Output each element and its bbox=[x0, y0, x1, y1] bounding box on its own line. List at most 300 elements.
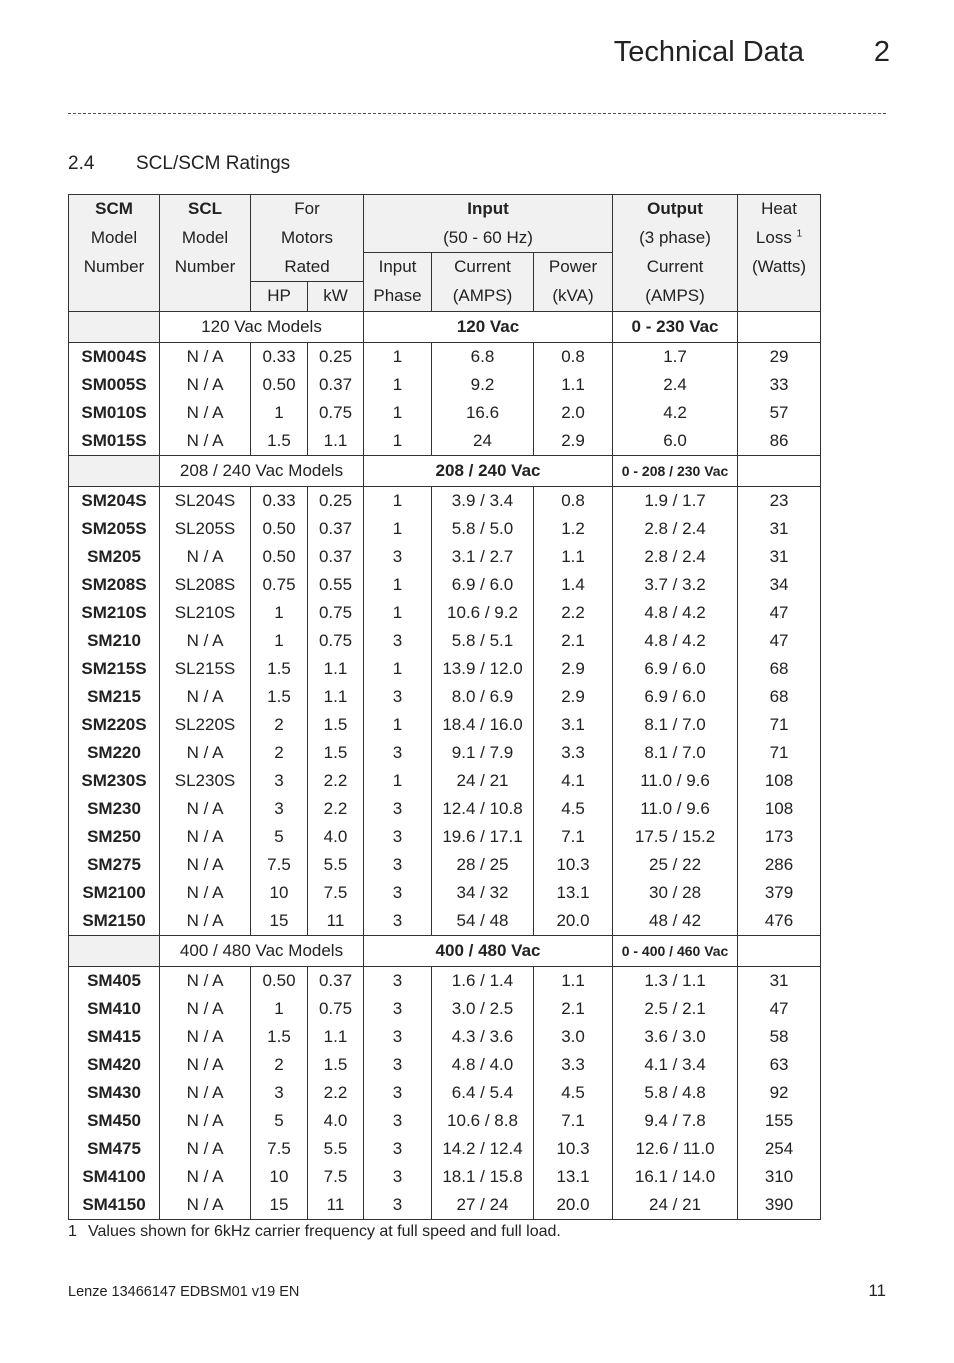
cell-heat-loss: 286 bbox=[738, 851, 821, 879]
cell-heat-loss: 29 bbox=[738, 342, 821, 371]
cell-hp: 10 bbox=[251, 1163, 308, 1191]
cell-heat-loss: 47 bbox=[738, 627, 821, 655]
cell-input-phase: 3 bbox=[364, 739, 432, 767]
group-label: 400 / 480 Vac Models bbox=[160, 935, 364, 966]
cell-scl-model: SL210S bbox=[160, 599, 251, 627]
cell-kw: 11 bbox=[308, 907, 364, 936]
table-row bbox=[69, 371, 821, 399]
cell-scm-model: SM208S bbox=[69, 571, 160, 599]
table-row bbox=[69, 995, 821, 1023]
footer-doc-id: Lenze 13466147 EDBSM01 v19 EN bbox=[68, 1284, 300, 1300]
cell-heat-loss: 68 bbox=[738, 655, 821, 683]
cell-kw: 7.5 bbox=[308, 879, 364, 907]
header-output-phase: (3 phase) bbox=[613, 224, 738, 253]
cell-input-phase: 3 bbox=[364, 795, 432, 823]
cell-scm-model: SM205S bbox=[69, 515, 160, 543]
cell-scl-model: N / A bbox=[160, 823, 251, 851]
cell-input-current: 24 / 21 bbox=[432, 767, 534, 795]
cell-hp: 10 bbox=[251, 879, 308, 907]
cell-heat-loss: 155 bbox=[738, 1107, 821, 1135]
cell-scl-model: N / A bbox=[160, 795, 251, 823]
cell-heat-loss: 58 bbox=[738, 1023, 821, 1051]
cell-scl-model: SL205S bbox=[160, 515, 251, 543]
cell-heat-loss: 63 bbox=[738, 1051, 821, 1079]
cell-hp: 2 bbox=[251, 711, 308, 739]
table-row bbox=[69, 795, 821, 823]
cell-input-phase: 3 bbox=[364, 627, 432, 655]
table-row bbox=[69, 399, 821, 427]
table-row bbox=[69, 543, 821, 571]
cell-heat-loss: 33 bbox=[738, 371, 821, 399]
header-heat-1: Heat bbox=[738, 195, 821, 224]
cell-heat-loss: 476 bbox=[738, 907, 821, 936]
cell-hp: 3 bbox=[251, 795, 308, 823]
cell-heat-loss: 379 bbox=[738, 879, 821, 907]
group-blank-cell bbox=[69, 455, 160, 486]
table-row bbox=[69, 1107, 821, 1135]
header-output-current-1: Current bbox=[613, 253, 738, 282]
cell-output-current: 2.5 / 2.1 bbox=[613, 995, 738, 1023]
cell-scl-model: N / A bbox=[160, 1051, 251, 1079]
cell-input-power: 0.8 bbox=[534, 342, 613, 371]
cell-scm-model: SM004S bbox=[69, 342, 160, 371]
group-header-row bbox=[69, 455, 821, 486]
ratings-table bbox=[68, 194, 821, 1220]
cell-scm-model: SM2150 bbox=[69, 907, 160, 936]
cell-heat-loss: 310 bbox=[738, 1163, 821, 1191]
cell-heat-loss: 31 bbox=[738, 543, 821, 571]
cell-kw: 1.1 bbox=[308, 683, 364, 711]
cell-scl-model: N / A bbox=[160, 966, 251, 995]
cell-input-power: 2.9 bbox=[534, 655, 613, 683]
cell-input-phase: 1 bbox=[364, 342, 432, 371]
header-input-phase-1: Input bbox=[364, 253, 432, 282]
cell-scm-model: SM230S bbox=[69, 767, 160, 795]
cell-input-power: 2.1 bbox=[534, 627, 613, 655]
table-row bbox=[69, 966, 821, 995]
group-output-label: 0 - 208 / 230 Vac bbox=[613, 455, 738, 486]
cell-input-phase: 3 bbox=[364, 1051, 432, 1079]
table-row bbox=[69, 599, 821, 627]
cell-hp: 0.50 bbox=[251, 966, 308, 995]
cell-output-current: 25 / 22 bbox=[613, 851, 738, 879]
cell-kw: 2.2 bbox=[308, 795, 364, 823]
cell-input-current: 6.9 / 6.0 bbox=[432, 571, 534, 599]
cell-scm-model: SM405 bbox=[69, 966, 160, 995]
cell-input-phase: 3 bbox=[364, 851, 432, 879]
section-title: SCL/SCM Ratings bbox=[136, 153, 291, 174]
header-divider bbox=[68, 113, 886, 114]
cell-scm-model: SM204S bbox=[69, 486, 160, 515]
cell-scm-model: SM420 bbox=[69, 1051, 160, 1079]
cell-scl-model: N / A bbox=[160, 995, 251, 1023]
cell-scl-model: N / A bbox=[160, 427, 251, 456]
cell-input-power: 13.1 bbox=[534, 879, 613, 907]
cell-heat-loss: 57 bbox=[738, 399, 821, 427]
cell-output-current: 17.5 / 15.2 bbox=[613, 823, 738, 851]
table-row bbox=[69, 1079, 821, 1107]
cell-input-power: 20.0 bbox=[534, 1191, 613, 1220]
cell-input-current: 18.1 / 15.8 bbox=[432, 1163, 534, 1191]
cell-kw: 7.5 bbox=[308, 1163, 364, 1191]
cell-input-power: 3.0 bbox=[534, 1023, 613, 1051]
table-row bbox=[69, 907, 821, 936]
cell-scl-model: N / A bbox=[160, 907, 251, 936]
cell-kw: 5.5 bbox=[308, 1135, 364, 1163]
group-input-label: 400 / 480 Vac bbox=[364, 935, 613, 966]
cell-input-phase: 1 bbox=[364, 399, 432, 427]
cell-input-current: 5.8 / 5.0 bbox=[432, 515, 534, 543]
table-row bbox=[69, 1191, 821, 1220]
table-row bbox=[69, 486, 821, 515]
cell-scl-model: SL204S bbox=[160, 486, 251, 515]
cell-output-current: 3.7 / 3.2 bbox=[613, 571, 738, 599]
header-scl-3: Number bbox=[160, 253, 251, 282]
table-row bbox=[69, 655, 821, 683]
cell-scm-model: SM410 bbox=[69, 995, 160, 1023]
cell-heat-loss: 23 bbox=[738, 486, 821, 515]
cell-input-power: 2.2 bbox=[534, 599, 613, 627]
cell-hp: 3 bbox=[251, 1079, 308, 1107]
cell-input-current: 3.9 / 3.4 bbox=[432, 486, 534, 515]
cell-scl-model: N / A bbox=[160, 399, 251, 427]
cell-input-phase: 1 bbox=[364, 486, 432, 515]
table-row bbox=[69, 571, 821, 599]
cell-input-phase: 1 bbox=[364, 515, 432, 543]
cell-input-phase: 3 bbox=[364, 1135, 432, 1163]
cell-input-power: 2.9 bbox=[534, 427, 613, 456]
cell-scm-model: SM220 bbox=[69, 739, 160, 767]
table-row bbox=[69, 627, 821, 655]
cell-scl-model: N / A bbox=[160, 1163, 251, 1191]
header-input-current-1: Current bbox=[432, 253, 534, 282]
cell-input-phase: 1 bbox=[364, 427, 432, 456]
cell-input-current: 4.8 / 4.0 bbox=[432, 1051, 534, 1079]
table-row bbox=[69, 823, 821, 851]
cell-hp: 0.50 bbox=[251, 543, 308, 571]
cell-scm-model: SM015S bbox=[69, 427, 160, 456]
cell-scl-model: N / A bbox=[160, 1107, 251, 1135]
cell-heat-loss: 108 bbox=[738, 795, 821, 823]
cell-scm-model: SM430 bbox=[69, 1079, 160, 1107]
cell-output-current: 11.0 / 9.6 bbox=[613, 767, 738, 795]
header-kw: kW bbox=[308, 282, 364, 312]
cell-hp: 1.5 bbox=[251, 427, 308, 456]
cell-kw: 0.37 bbox=[308, 371, 364, 399]
cell-heat-loss: 71 bbox=[738, 711, 821, 739]
cell-input-current: 19.6 / 17.1 bbox=[432, 823, 534, 851]
group-blank-cell bbox=[738, 935, 821, 966]
cell-scm-model: SM215S bbox=[69, 655, 160, 683]
cell-scl-model: N / A bbox=[160, 1023, 251, 1051]
cell-output-current: 4.2 bbox=[613, 399, 738, 427]
table-row bbox=[69, 711, 821, 739]
cell-output-current: 5.8 / 4.8 bbox=[613, 1079, 738, 1107]
cell-input-power: 13.1 bbox=[534, 1163, 613, 1191]
cell-scl-model: SL208S bbox=[160, 571, 251, 599]
cell-input-power: 4.5 bbox=[534, 795, 613, 823]
cell-heat-loss: 86 bbox=[738, 427, 821, 456]
cell-output-current: 30 / 28 bbox=[613, 879, 738, 907]
cell-input-current: 12.4 / 10.8 bbox=[432, 795, 534, 823]
cell-input-current: 18.4 / 16.0 bbox=[432, 711, 534, 739]
cell-hp: 7.5 bbox=[251, 1135, 308, 1163]
cell-kw: 2.2 bbox=[308, 767, 364, 795]
table-row bbox=[69, 851, 821, 879]
footer-page-number: 11 bbox=[868, 1281, 886, 1300]
cell-heat-loss: 92 bbox=[738, 1079, 821, 1107]
table-row bbox=[69, 683, 821, 711]
cell-output-current: 2.8 / 2.4 bbox=[613, 543, 738, 571]
cell-input-current: 5.8 / 5.1 bbox=[432, 627, 534, 655]
cell-output-current: 8.1 / 7.0 bbox=[613, 711, 738, 739]
cell-scl-model: N / A bbox=[160, 342, 251, 371]
cell-input-phase: 1 bbox=[364, 599, 432, 627]
table-row bbox=[69, 1163, 821, 1191]
header-input-current-2: (AMPS) bbox=[432, 282, 534, 312]
cell-input-current: 1.6 / 1.4 bbox=[432, 966, 534, 995]
cell-scl-model: SL215S bbox=[160, 655, 251, 683]
cell-kw: 0.75 bbox=[308, 627, 364, 655]
header-scm-1: SCM bbox=[69, 195, 160, 224]
cell-output-current: 9.4 / 7.8 bbox=[613, 1107, 738, 1135]
cell-kw: 4.0 bbox=[308, 1107, 364, 1135]
cell-input-phase: 3 bbox=[364, 1163, 432, 1191]
cell-input-phase: 3 bbox=[364, 1079, 432, 1107]
cell-scl-model: N / A bbox=[160, 683, 251, 711]
cell-hp: 15 bbox=[251, 907, 308, 936]
header-scm-2: Model bbox=[69, 224, 160, 253]
group-blank-cell bbox=[69, 935, 160, 966]
cell-kw: 1.5 bbox=[308, 1051, 364, 1079]
cell-input-phase: 1 bbox=[364, 767, 432, 795]
cell-output-current: 6.0 bbox=[613, 427, 738, 456]
cell-scl-model: N / A bbox=[160, 851, 251, 879]
cell-output-current: 4.8 / 4.2 bbox=[613, 627, 738, 655]
cell-scm-model: SM210 bbox=[69, 627, 160, 655]
header-scm-3: Number bbox=[69, 253, 160, 282]
group-header-row bbox=[69, 311, 821, 342]
cell-hp: 0.50 bbox=[251, 515, 308, 543]
footnote-marker: 1 bbox=[796, 228, 803, 240]
cell-kw: 0.75 bbox=[308, 399, 364, 427]
cell-input-current: 3.1 / 2.7 bbox=[432, 543, 534, 571]
table-row bbox=[69, 1023, 821, 1051]
cell-input-power: 7.1 bbox=[534, 1107, 613, 1135]
cell-kw: 0.37 bbox=[308, 515, 364, 543]
cell-input-phase: 3 bbox=[364, 543, 432, 571]
cell-output-current: 3.6 / 3.0 bbox=[613, 1023, 738, 1051]
table-row bbox=[69, 427, 821, 456]
cell-input-power: 2.1 bbox=[534, 995, 613, 1023]
cell-input-phase: 3 bbox=[364, 1023, 432, 1051]
cell-input-current: 16.6 bbox=[432, 399, 534, 427]
group-blank-cell bbox=[69, 311, 160, 342]
cell-input-current: 14.2 / 12.4 bbox=[432, 1135, 534, 1163]
cell-scm-model: SM005S bbox=[69, 371, 160, 399]
cell-input-current: 54 / 48 bbox=[432, 907, 534, 936]
cell-scm-model: SM4100 bbox=[69, 1163, 160, 1191]
header-heat-2 bbox=[738, 224, 821, 253]
cell-scm-model: SM475 bbox=[69, 1135, 160, 1163]
cell-input-current: 3.0 / 2.5 bbox=[432, 995, 534, 1023]
cell-hp: 1.5 bbox=[251, 683, 308, 711]
cell-hp: 3 bbox=[251, 767, 308, 795]
footnote-text: Values shown for 6kHz carrier frequency at full speed and full load. bbox=[88, 1223, 561, 1240]
table-row bbox=[69, 1051, 821, 1079]
cell-heat-loss: 173 bbox=[738, 823, 821, 851]
header-output: Output bbox=[613, 195, 738, 224]
cell-output-current: 1.3 / 1.1 bbox=[613, 966, 738, 995]
cell-kw: 1.1 bbox=[308, 427, 364, 456]
header-input: Input bbox=[364, 195, 613, 224]
group-input-label: 120 Vac bbox=[364, 311, 613, 342]
cell-heat-loss: 71 bbox=[738, 739, 821, 767]
header-heat-loss: Loss bbox=[755, 227, 792, 247]
header-scm-4 bbox=[69, 282, 160, 312]
cell-scm-model: SM250 bbox=[69, 823, 160, 851]
cell-hp: 0.75 bbox=[251, 571, 308, 599]
cell-output-current: 1.9 / 1.7 bbox=[613, 486, 738, 515]
cell-kw: 0.37 bbox=[308, 543, 364, 571]
cell-input-power: 3.3 bbox=[534, 1051, 613, 1079]
cell-output-current: 6.9 / 6.0 bbox=[613, 655, 738, 683]
header-scl-2: Model bbox=[160, 224, 251, 253]
header-input-phase-2: Phase bbox=[364, 282, 432, 312]
header-input-power-1: Power bbox=[534, 253, 613, 282]
chapter-number: 2 bbox=[873, 36, 890, 68]
cell-heat-loss: 34 bbox=[738, 571, 821, 599]
cell-output-current: 12.6 / 11.0 bbox=[613, 1135, 738, 1163]
cell-input-power: 0.8 bbox=[534, 486, 613, 515]
cell-scm-model: SM4150 bbox=[69, 1191, 160, 1220]
cell-hp: 1 bbox=[251, 627, 308, 655]
cell-output-current: 6.9 / 6.0 bbox=[613, 683, 738, 711]
cell-scm-model: SM2100 bbox=[69, 879, 160, 907]
cell-kw: 0.55 bbox=[308, 571, 364, 599]
cell-scl-model: SL220S bbox=[160, 711, 251, 739]
cell-scl-model: SL230S bbox=[160, 767, 251, 795]
cell-output-current: 11.0 / 9.6 bbox=[613, 795, 738, 823]
cell-scl-model: N / A bbox=[160, 627, 251, 655]
cell-input-power: 1.1 bbox=[534, 543, 613, 571]
section-number: 2.4 bbox=[68, 153, 95, 174]
table-row bbox=[69, 879, 821, 907]
cell-kw: 0.25 bbox=[308, 342, 364, 371]
group-output-label: 0 - 400 / 460 Vac bbox=[613, 935, 738, 966]
cell-input-current: 13.9 / 12.0 bbox=[432, 655, 534, 683]
cell-scm-model: SM450 bbox=[69, 1107, 160, 1135]
cell-input-power: 3.3 bbox=[534, 739, 613, 767]
cell-input-power: 3.1 bbox=[534, 711, 613, 739]
cell-heat-loss: 108 bbox=[738, 767, 821, 795]
cell-hp: 15 bbox=[251, 1191, 308, 1220]
cell-input-current: 4.3 / 3.6 bbox=[432, 1023, 534, 1051]
cell-heat-loss: 31 bbox=[738, 515, 821, 543]
cell-input-current: 9.1 / 7.9 bbox=[432, 739, 534, 767]
cell-scm-model: SM275 bbox=[69, 851, 160, 879]
cell-kw: 0.75 bbox=[308, 995, 364, 1023]
cell-hp: 1 bbox=[251, 399, 308, 427]
cell-input-power: 2.0 bbox=[534, 399, 613, 427]
cell-heat-loss: 31 bbox=[738, 966, 821, 995]
cell-hp: 0.33 bbox=[251, 342, 308, 371]
cell-input-power: 10.3 bbox=[534, 851, 613, 879]
table-row bbox=[69, 342, 821, 371]
cell-scl-model: N / A bbox=[160, 1191, 251, 1220]
header-input-power-2: (kVA) bbox=[534, 282, 613, 312]
cell-output-current: 4.8 / 4.2 bbox=[613, 599, 738, 627]
cell-input-power: 10.3 bbox=[534, 1135, 613, 1163]
section-heading bbox=[68, 153, 290, 175]
cell-scm-model: SM220S bbox=[69, 711, 160, 739]
cell-input-phase: 3 bbox=[364, 907, 432, 936]
cell-input-power: 2.9 bbox=[534, 683, 613, 711]
cell-input-phase: 1 bbox=[364, 571, 432, 599]
cell-output-current: 24 / 21 bbox=[613, 1191, 738, 1220]
cell-kw: 4.0 bbox=[308, 823, 364, 851]
header-scl-4 bbox=[160, 282, 251, 312]
group-output-label: 0 - 230 Vac bbox=[613, 311, 738, 342]
cell-heat-loss: 47 bbox=[738, 995, 821, 1023]
cell-hp: 7.5 bbox=[251, 851, 308, 879]
cell-heat-loss: 390 bbox=[738, 1191, 821, 1220]
cell-scl-model: N / A bbox=[160, 371, 251, 399]
cell-scl-model: N / A bbox=[160, 1135, 251, 1163]
cell-input-power: 1.1 bbox=[534, 966, 613, 995]
cell-input-current: 9.2 bbox=[432, 371, 534, 399]
cell-hp: 1 bbox=[251, 995, 308, 1023]
cell-input-power: 1.1 bbox=[534, 371, 613, 399]
group-blank-cell bbox=[738, 311, 821, 342]
footnote-number: 1 bbox=[68, 1223, 77, 1240]
cell-scl-model: N / A bbox=[160, 879, 251, 907]
cell-output-current: 8.1 / 7.0 bbox=[613, 739, 738, 767]
cell-input-phase: 1 bbox=[364, 655, 432, 683]
cell-heat-loss: 254 bbox=[738, 1135, 821, 1163]
cell-hp: 2 bbox=[251, 739, 308, 767]
cell-input-power: 20.0 bbox=[534, 907, 613, 936]
cell-kw: 1.5 bbox=[308, 739, 364, 767]
header-heat-4 bbox=[738, 282, 821, 312]
cell-output-current: 2.8 / 2.4 bbox=[613, 515, 738, 543]
cell-kw: 5.5 bbox=[308, 851, 364, 879]
cell-kw: 1.5 bbox=[308, 711, 364, 739]
group-label: 208 / 240 Vac Models bbox=[160, 455, 364, 486]
cell-scm-model: SM415 bbox=[69, 1023, 160, 1051]
cell-scl-model: N / A bbox=[160, 739, 251, 767]
cell-output-current: 1.7 bbox=[613, 342, 738, 371]
cell-scm-model: SM205 bbox=[69, 543, 160, 571]
cell-kw: 0.75 bbox=[308, 599, 364, 627]
cell-output-current: 48 / 42 bbox=[613, 907, 738, 936]
cell-kw: 0.25 bbox=[308, 486, 364, 515]
cell-scm-model: SM010S bbox=[69, 399, 160, 427]
group-blank-cell bbox=[738, 455, 821, 486]
cell-input-power: 4.1 bbox=[534, 767, 613, 795]
table-row bbox=[69, 1135, 821, 1163]
cell-hp: 1.5 bbox=[251, 655, 308, 683]
cell-hp: 1.5 bbox=[251, 1023, 308, 1051]
cell-input-current: 27 / 24 bbox=[432, 1191, 534, 1220]
cell-input-current: 24 bbox=[432, 427, 534, 456]
cell-hp: 0.33 bbox=[251, 486, 308, 515]
cell-scm-model: SM230 bbox=[69, 795, 160, 823]
group-label: 120 Vac Models bbox=[160, 311, 364, 342]
table-row bbox=[69, 767, 821, 795]
cell-input-phase: 3 bbox=[364, 879, 432, 907]
header-motors-1: For bbox=[251, 195, 364, 224]
